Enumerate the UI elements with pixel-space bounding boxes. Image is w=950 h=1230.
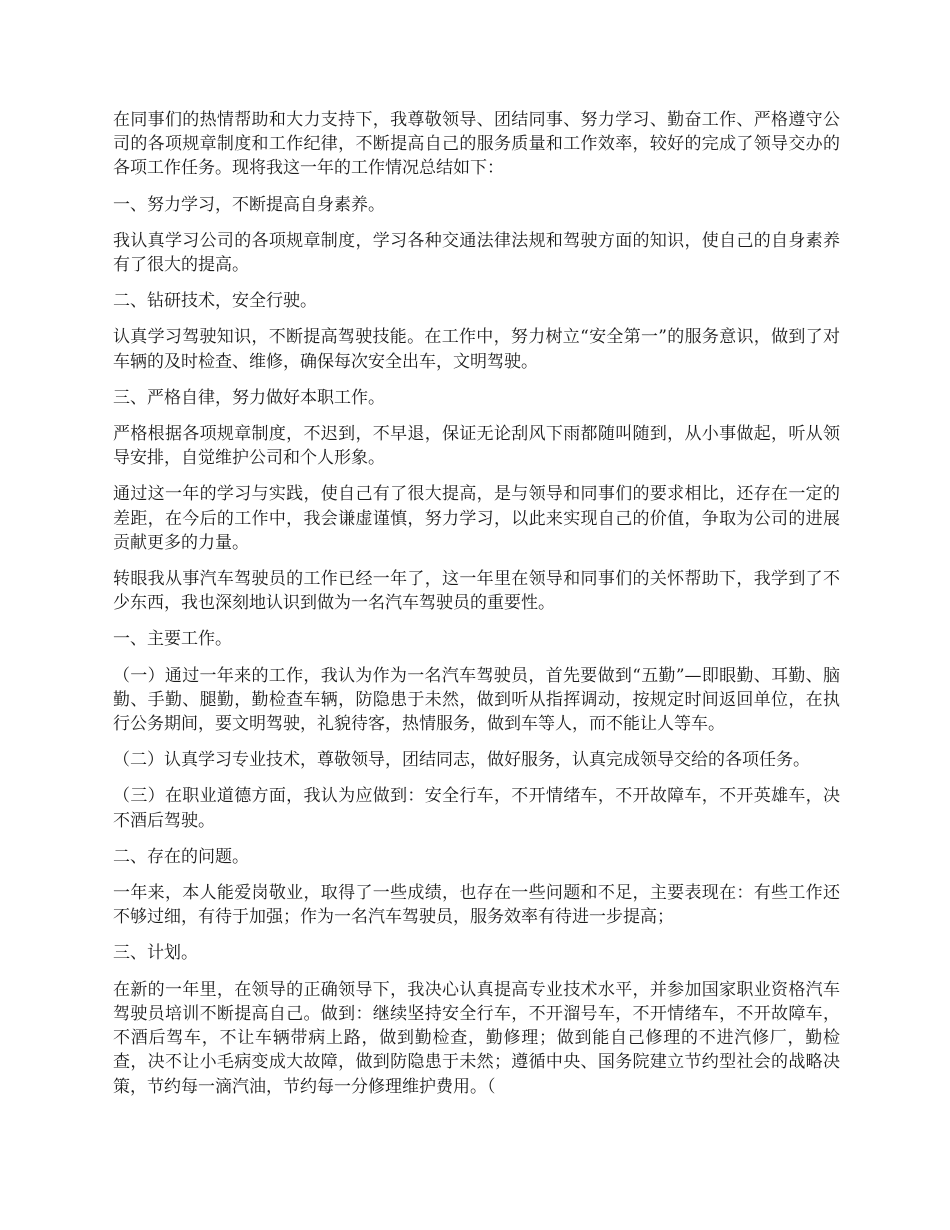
reflection-paragraph: 通过这一年的学习与实践，使自己有了很大提高，是与领导和同事们的要求相比，还存在一定的差距，在今后的工作中，我会谦虚谨慎，努力学习，以此来实现自己的价值，争取为公司的进展贡献更多的力量。 [113,484,840,553]
problems-paragraph: 一年来，本人能爱岗敬业，取得了一些成绩，也存在一些问题和不足，主要表现在：有些工作还不够过细，有待于加强；作为一名汽车驾驶员，服务效率有待进一步提高； [113,883,840,928]
discipline-paragraph: 严格根据各项规章制度，不迟到，不早退，保证无论刮风下雨都随叫随到，从小事做起，听从领导安排，自觉维护公司和个人形象。 [113,424,840,469]
document-page [113,108,840,1111]
main-work-item-1: （一）通过一年来的工作，我认为作为一名汽车驾驶员，首先要做到“五勤”—即眼勤、耳勤、脑勤、手勤、腿勤，勤检查车辆，防隐患于未然，做到听从指挥调动，按规定时间返回单位，在执行公务期间，要文明驾驶，礼貌待客，热情服务，做到车等人，而不能让人等车。 [113,665,840,735]
main-work-item-3: （三）在职业道德方面，我认为应做到：安全行车，不开情绪车，不开故障车，不开英雄车，决不酒后驾驶。 [113,786,840,831]
technique-paragraph: 认真学习驾驶知识，不断提高驾驶技能。在工作中，努力树立“安全第一”的服务意识，做到了对车辆的及时检查、维修，确保每次安全出车，文明驾驶。 [113,327,840,372]
study-paragraph: 我认真学习公司的各项规章制度，学习各种交通法律法规和驾驶方面的知识，使自己的自身素养有了很大的提高。 [113,230,840,276]
section-heading-technique: 二、钻研技术，安全行驶。 [113,291,317,312]
second-intro-paragraph: 转眼我从事汽车驾驶员的工作已经一年了，这一年里在领导和同事们的关怀帮助下，我学到了不少东西，我也深刻地认识到做为一名汽车驾驶员的重要性。 [113,569,840,614]
section-heading-discipline: 三、严格自律，努力做好本职工作。 [113,387,385,408]
section-heading-study: 一、努力学习，不断提高自身素养。 [113,194,385,215]
section-heading-plan: 三、计划。 [113,943,198,964]
section-heading-problems: 二、存在的问题。 [113,846,249,867]
section-heading-main-work: 一、主要工作。 [113,629,232,650]
main-work-item-2: （二）认真学习专业技术，尊敬领导，团结同志，做好服务，认真完成领导交给的各项任务。 [113,750,810,771]
intro-paragraph: 在同事们的热情帮助和大力支持下，我尊敬领导、团结同事、努力学习、勤奋工作、严格遵守公司的各项规章制度和工作纪律，不断提高自己的服务质量和工作效率，较好的完成了领导交办的各项工作任务。现将我这一年的工作情况总结如下： [113,110,840,179]
plan-paragraph: 在新的一年里，在领导的正确领导下，我决心认真提高专业技术水平，并参加国家职业资格汽车驾驶员培训不断提高自己。做到：继续坚持安全行车，不开溜号车，不开情绪车，不开故障车，不酒后驾车，不让车辆带病上路，做到勤检查，勤修理；做到能自己修理的不进汽修厂，勤检查，决不让小毛病变成大故障，做到防隐患于未然；遵循中央、国务院建立节约型社会的战略决策，节约每一滴汽油，节约每一分修理维护费用。（ [113,979,840,1097]
